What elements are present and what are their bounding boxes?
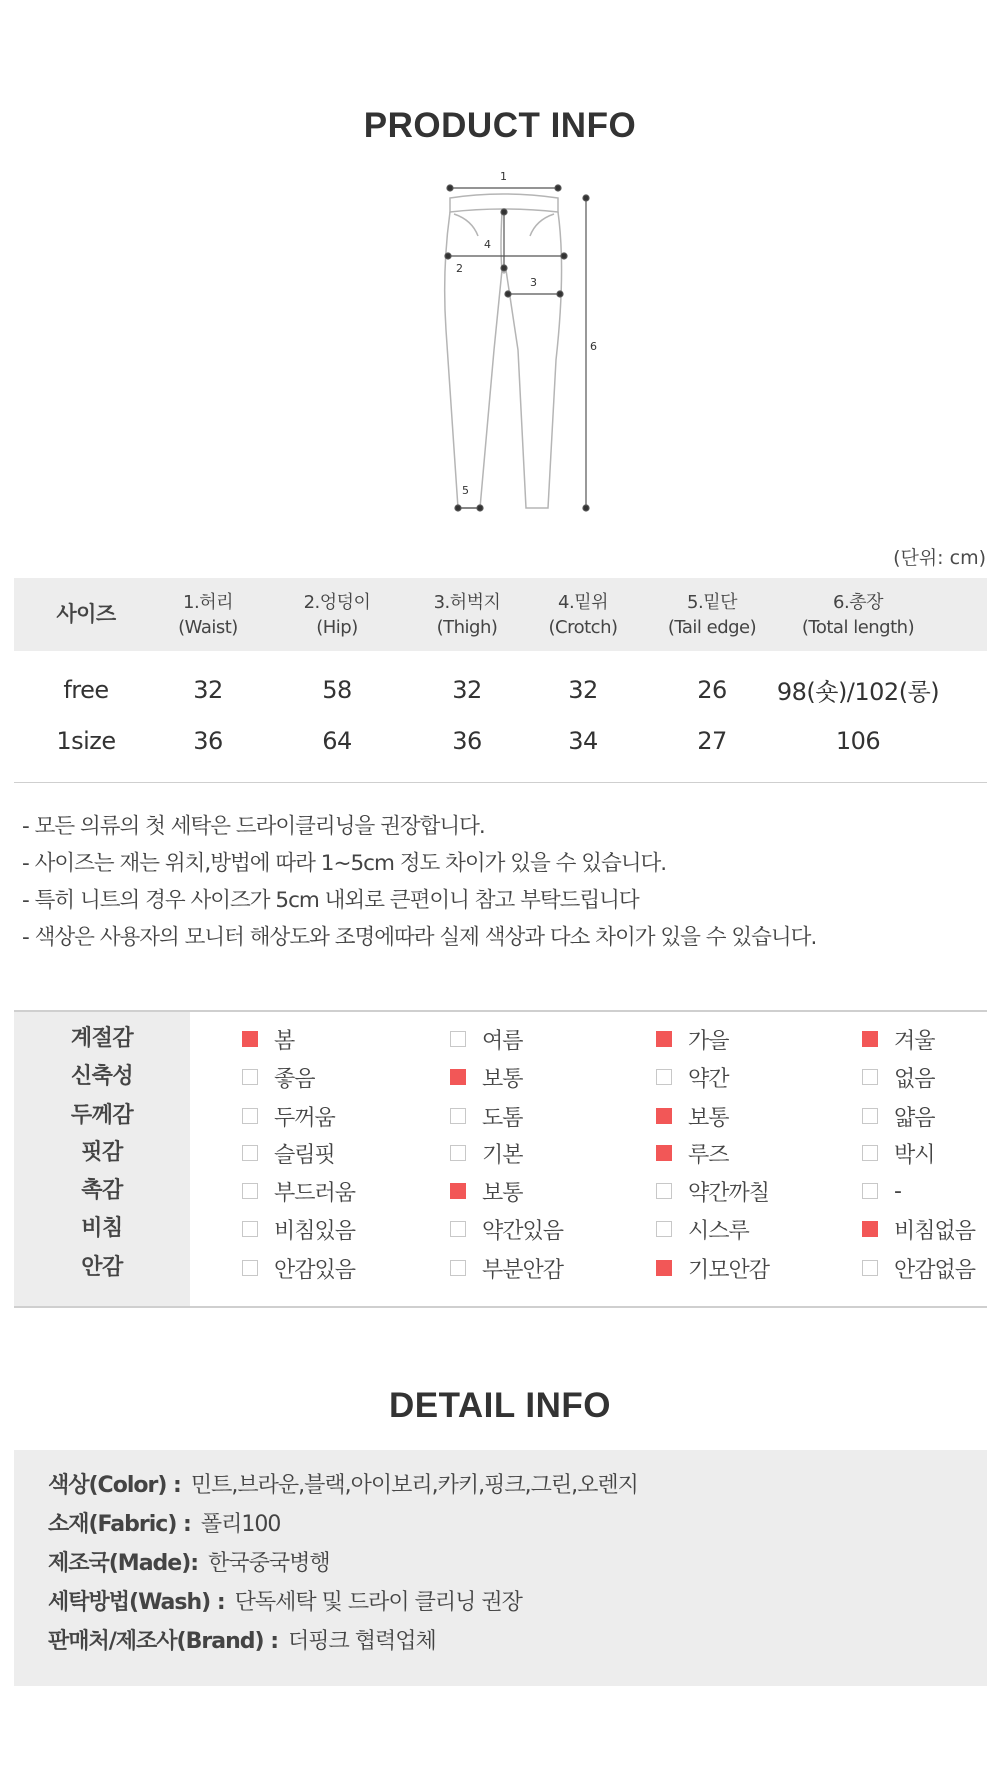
attribute-option-label: 시스루 <box>688 1218 749 1244</box>
attribute-option-label: 겨울 <box>894 1028 935 1054</box>
unchecked-box-icon <box>450 1260 466 1276</box>
detail-info-title: DETAIL INFO <box>389 1386 611 1425</box>
attribute-row <box>14 1097 987 1135</box>
attribute-option <box>242 1210 355 1248</box>
size-cell: 58 <box>322 675 352 704</box>
size-cell: 32 <box>452 675 482 704</box>
attribute-option <box>862 1210 975 1248</box>
attribute-option-label: 비침있음 <box>274 1218 356 1244</box>
checked-box-icon <box>862 1031 878 1047</box>
diagram-label-6: 6 <box>590 340 597 353</box>
attribute-option-label: 여름 <box>482 1028 523 1054</box>
attribute-row <box>14 1134 987 1172</box>
unchecked-box-icon <box>242 1221 258 1237</box>
size-row-free <box>14 664 987 715</box>
size-table-header <box>14 578 987 651</box>
attribute-option-label: - <box>894 1178 901 1204</box>
attribute-option <box>862 1020 935 1058</box>
attribute-option-label: 도톰 <box>482 1105 523 1131</box>
checked-box-icon <box>656 1108 672 1124</box>
attribute-option-label: 좋음 <box>274 1066 315 1092</box>
diagram-label-3: 3 <box>530 276 537 289</box>
attribute-option <box>862 1249 975 1287</box>
size-cell: 27 <box>697 726 727 755</box>
size-table-divider <box>14 782 987 783</box>
header-tail-edge: 5.밑단 (Tail edge) <box>667 591 757 638</box>
detail-info-box <box>14 1450 987 1686</box>
diagram-label-4: 4 <box>484 238 491 251</box>
unchecked-box-icon <box>242 1145 258 1161</box>
size-cell: 32 <box>193 675 223 704</box>
attribute-option-label: 얇음 <box>894 1105 935 1131</box>
attribute-option <box>450 1097 523 1135</box>
measure-point-length-bottom <box>583 505 589 511</box>
unchecked-box-icon <box>656 1183 672 1199</box>
attribute-option <box>450 1210 563 1248</box>
size-table <box>14 578 987 783</box>
note-item: - 사이즈는 재는 위치,방법에 따라 1~5cm 정도 차이가 있을 수 있습니다. <box>22 851 667 876</box>
attribute-row <box>14 1020 987 1058</box>
attribute-option-label: 두꺼움 <box>274 1105 335 1131</box>
size-cell: 1size <box>56 726 116 755</box>
attribute-name: 계절감 <box>70 1026 134 1051</box>
attribute-option-label: 보통 <box>482 1066 523 1092</box>
attribute-option-label: 부분안감 <box>482 1257 564 1283</box>
attribute-option-label: 비침없음 <box>894 1218 976 1244</box>
attribute-option-label: 봄 <box>274 1028 295 1054</box>
detail-made: 제조국(Made): 한국중국병행 <box>48 1551 330 1576</box>
attribute-option <box>242 1097 335 1135</box>
unchecked-box-icon <box>862 1183 878 1199</box>
detail-color: 색상(Color) : 민트,브라운,블랙,아이보리,카키,핑크,그린,오렌지 <box>48 1473 638 1498</box>
attribute-option <box>450 1058 523 1096</box>
unchecked-box-icon <box>242 1069 258 1085</box>
attribute-option-label: 보통 <box>688 1105 729 1131</box>
unchecked-box-icon <box>450 1108 466 1124</box>
attribute-option-label: 없음 <box>894 1066 935 1092</box>
attribute-option-label: 부드러움 <box>274 1180 356 1206</box>
attribute-option-label: 기모안감 <box>688 1257 770 1283</box>
attribute-option <box>656 1210 749 1248</box>
attribute-name: 안감 <box>81 1255 123 1280</box>
attribute-option <box>242 1020 294 1058</box>
attribute-option-label: 슬림핏 <box>274 1142 335 1168</box>
detail-brand: 판매처/제조사(Brand) : 더핑크 협력업체 <box>48 1629 436 1654</box>
measure-point-crotch-top <box>501 209 507 215</box>
attribute-option <box>450 1020 523 1058</box>
note-item: - 모든 의류의 첫 세탁은 드라이클리닝을 권장합니다. <box>22 814 485 839</box>
attribute-option <box>242 1172 355 1210</box>
detail-fabric: 소재(Fabric) : 폴리100 <box>48 1512 281 1537</box>
attribute-option <box>450 1249 563 1287</box>
attribute-row <box>14 1249 987 1287</box>
checked-box-icon <box>242 1031 258 1047</box>
attribute-name: 핏감 <box>81 1140 123 1165</box>
unchecked-box-icon <box>862 1145 878 1161</box>
measure-point-hem-right <box>477 505 483 511</box>
product-info-title: PRODUCT INFO <box>363 106 637 145</box>
attribute-option <box>862 1097 935 1135</box>
attribute-option-label: 루즈 <box>688 1142 729 1168</box>
unchecked-box-icon <box>242 1108 258 1124</box>
attribute-option <box>862 1134 935 1172</box>
attribute-option <box>656 1020 729 1058</box>
attribute-name: 비침 <box>81 1216 123 1241</box>
note-item: - 색상은 사용자의 모니터 해상도와 조명에따라 실제 색상과 다소 차이가 있을 수 있습니다. <box>22 925 817 950</box>
attribute-row <box>14 1210 987 1248</box>
header-crotch: 4.밑위 (Crotch) <box>548 591 618 638</box>
measure-point-waist-right <box>555 185 561 191</box>
detail-wash: 세탁방법(Wash) : 단독세탁 및 드라이 클리닝 권장 <box>48 1590 522 1615</box>
attribute-option <box>656 1097 729 1135</box>
unchecked-box-icon <box>242 1183 258 1199</box>
header-thigh: 3.허벅지 (Thigh) <box>433 591 501 638</box>
unchecked-box-icon <box>862 1260 878 1276</box>
header-hip: 2.엉덩이 (Hip) <box>303 591 371 638</box>
unchecked-box-icon <box>656 1221 672 1237</box>
measure-point-waist-left <box>447 185 453 191</box>
attribute-option <box>450 1172 523 1210</box>
attribute-table <box>14 1010 987 1308</box>
attribute-option <box>656 1172 769 1210</box>
attribute-row <box>14 1058 987 1096</box>
attribute-option-label: 약간있음 <box>482 1218 564 1244</box>
unchecked-box-icon <box>862 1069 878 1085</box>
attribute-option <box>862 1172 901 1210</box>
measure-point-hip-left <box>445 253 451 259</box>
size-cell: 32 <box>568 675 598 704</box>
diagram-label-5: 5 <box>462 484 469 497</box>
attribute-option-label: 안감있음 <box>274 1257 356 1283</box>
attribute-option <box>656 1134 729 1172</box>
checked-box-icon <box>656 1145 672 1161</box>
care-notes <box>22 808 982 956</box>
diagram-label-2: 2 <box>456 262 463 275</box>
pants-measurement-diagram <box>420 160 600 520</box>
size-cell: 26 <box>697 675 727 704</box>
attribute-option-label: 기본 <box>482 1142 523 1168</box>
attribute-option-label: 가을 <box>688 1028 729 1054</box>
note-item: - 특히 니트의 경우 사이즈가 5cm 내외로 큰편이니 참고 부탁드립니다 <box>22 888 639 913</box>
attribute-option-label: 약간까칠 <box>688 1180 770 1206</box>
unit-label: (단위: cm) <box>893 547 986 569</box>
attribute-option <box>862 1058 935 1096</box>
header-size: 사이즈 <box>56 602 116 626</box>
diagram-label-1: 1 <box>500 170 507 183</box>
unchecked-box-icon <box>862 1108 878 1124</box>
unchecked-box-icon <box>450 1221 466 1237</box>
size-cell: 36 <box>193 726 223 755</box>
measure-point-crotch-bottom <box>501 265 507 271</box>
checked-box-icon <box>450 1069 466 1085</box>
unchecked-box-icon <box>450 1145 466 1161</box>
checked-box-icon <box>656 1260 672 1276</box>
attribute-name: 촉감 <box>81 1178 123 1203</box>
attribute-name: 신축성 <box>70 1064 134 1089</box>
header-waist: 1.허리 (Waist) <box>178 591 238 638</box>
measure-point-hem-left <box>455 505 461 511</box>
measure-point-length-top <box>583 195 589 201</box>
attribute-option <box>242 1249 355 1287</box>
unchecked-box-icon <box>656 1069 672 1085</box>
unchecked-box-icon <box>242 1260 258 1276</box>
attribute-row <box>14 1172 987 1210</box>
attribute-option <box>656 1058 729 1096</box>
size-cell: 64 <box>322 726 352 755</box>
size-cell: 98(숏)/102(롱) <box>776 678 940 706</box>
size-cell: 36 <box>452 726 482 755</box>
measure-point-hip-right <box>561 253 567 259</box>
attribute-option <box>242 1058 315 1096</box>
checked-box-icon <box>450 1183 466 1199</box>
measure-point-thigh-left <box>505 291 511 297</box>
attribute-option <box>450 1134 523 1172</box>
checked-box-icon <box>656 1031 672 1047</box>
size-row-1size <box>14 715 987 766</box>
size-cell: 106 <box>835 726 881 755</box>
measure-point-thigh-right <box>557 291 563 297</box>
attribute-option <box>242 1134 335 1172</box>
size-cell: free <box>63 675 109 704</box>
unchecked-box-icon <box>450 1031 466 1047</box>
header-total-length: 6.총장 (Total length) <box>801 591 915 638</box>
attribute-name: 두께감 <box>70 1103 134 1128</box>
attribute-option <box>656 1249 769 1287</box>
checked-box-icon <box>862 1221 878 1237</box>
attribute-option-label: 안감없음 <box>894 1257 976 1283</box>
attribute-option-label: 보통 <box>482 1180 523 1206</box>
attribute-option-label: 약간 <box>688 1066 729 1092</box>
attribute-option-label: 박시 <box>894 1142 935 1168</box>
size-cell: 34 <box>568 726 598 755</box>
